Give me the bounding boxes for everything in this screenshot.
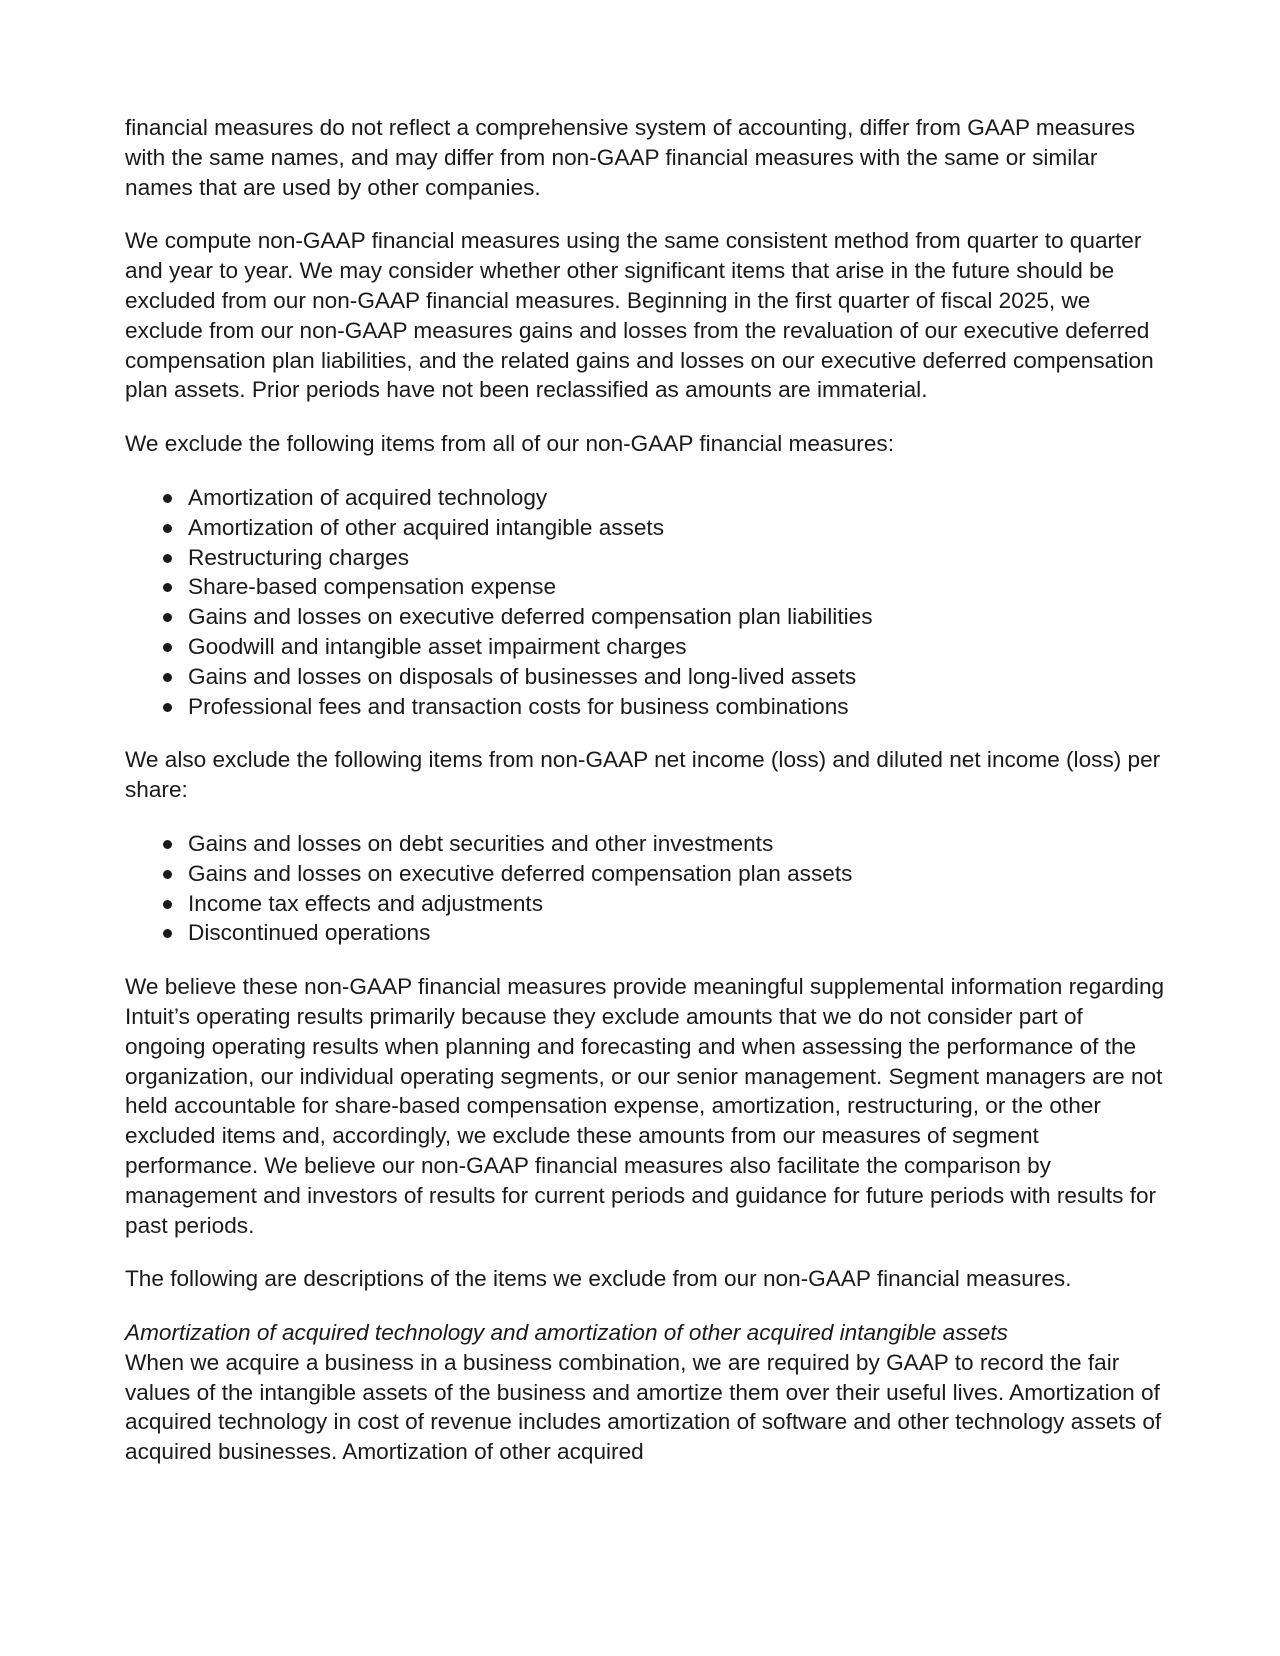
list-item: Discontinued operations (188, 918, 1165, 948)
document-page (125, 113, 1165, 1491)
paragraph-computation-method: We compute non-GAAP financial measures using the same consistent method from quarter to quarter and year to year. We may consider whether other significant items that arise in the future should be excluded from our non-GAAP financial measures. Beginning in the first quarter of fiscal 2025, we exclude from our non-GAAP measures gains and losses from the revaluation of our executive deferred compensation plan liabilities, and the related gains and losses on our executive deferred compensation plan assets. Prior periods have not been reclassified as amounts are immaterial. (125, 228, 1154, 403)
list-item: Gains and losses on executive deferred compensation plan assets (188, 859, 1165, 889)
list-item: Amortization of acquired technology (188, 483, 1165, 513)
section-amortization (125, 1318, 1165, 1467)
exclusions-list-net-income (125, 829, 1165, 948)
paragraph-descriptions-intro: The following are descriptions of the items we exclude from our non-GAAP financial measures. (125, 1266, 1072, 1292)
paragraph-amortization-body: When we acquire a business in a business combination, we are required by GAAP to record the fair values of the intangible assets of the business and amortize them over their useful lives. Amortization of acquired technology in cost of revenue includes amortization of software and other technology assets of acquired businesses. Amortization of other acquired (125, 1349, 1162, 1465)
list-item: Restructuring charges (188, 543, 1165, 573)
list-item: Amortization of other acquired intangible assets (188, 513, 1165, 543)
exclusions-list-all-measures (125, 483, 1165, 721)
paragraph-intro-continued: financial measures do not reflect a comprehensive system of accounting, differ from GAAP measures with the same names, and may differ from non-GAAP financial measures with the same or similar names that are used by other companies. (125, 115, 1136, 200)
list-item: Gains and losses on disposals of businesses and long-lived assets (188, 662, 1165, 692)
list-item: Gains and losses on debt securities and other investments (188, 829, 1165, 859)
list-item: Income tax effects and adjustments (188, 889, 1165, 919)
list-item: Share-based compensation expense (188, 572, 1165, 602)
list-item: Goodwill and intangible asset impairment charges (188, 632, 1165, 662)
list-item: Gains and losses on executive deferred compensation plan liabilities (188, 602, 1165, 632)
paragraph-rationale: We believe these non-GAAP financial measures provide meaningful supplemental information regarding Intuit’s operating results primarily because they exclude amounts that we do not consider part of ongoing operating results when planning and forecasting and when assessing the performance of the organization, our individual operating segments, or our senior management. Segment managers are not held accountable for share-based compensation expense, amortization, restructuring, or the other excluded items and, accordingly, we exclude these amounts from our measures of segment performance. We believe our non-GAAP financial measures also facilitate the comparison by management and investors of results for current periods and guidance for future periods with results for past periods. (125, 974, 1165, 1238)
paragraph-net-income-exclusions-intro: We also exclude the following items from non-GAAP net income (loss) and diluted net income (loss) per share: (125, 747, 1161, 803)
list-item: Professional fees and transaction costs for business combinations (188, 692, 1165, 722)
paragraph-exclusions-intro: We exclude the following items from all of our non-GAAP financial measures: (125, 431, 894, 457)
subheading-amortization: Amortization of acquired technology and amortization of other acquired intangible assets (125, 1320, 1008, 1346)
